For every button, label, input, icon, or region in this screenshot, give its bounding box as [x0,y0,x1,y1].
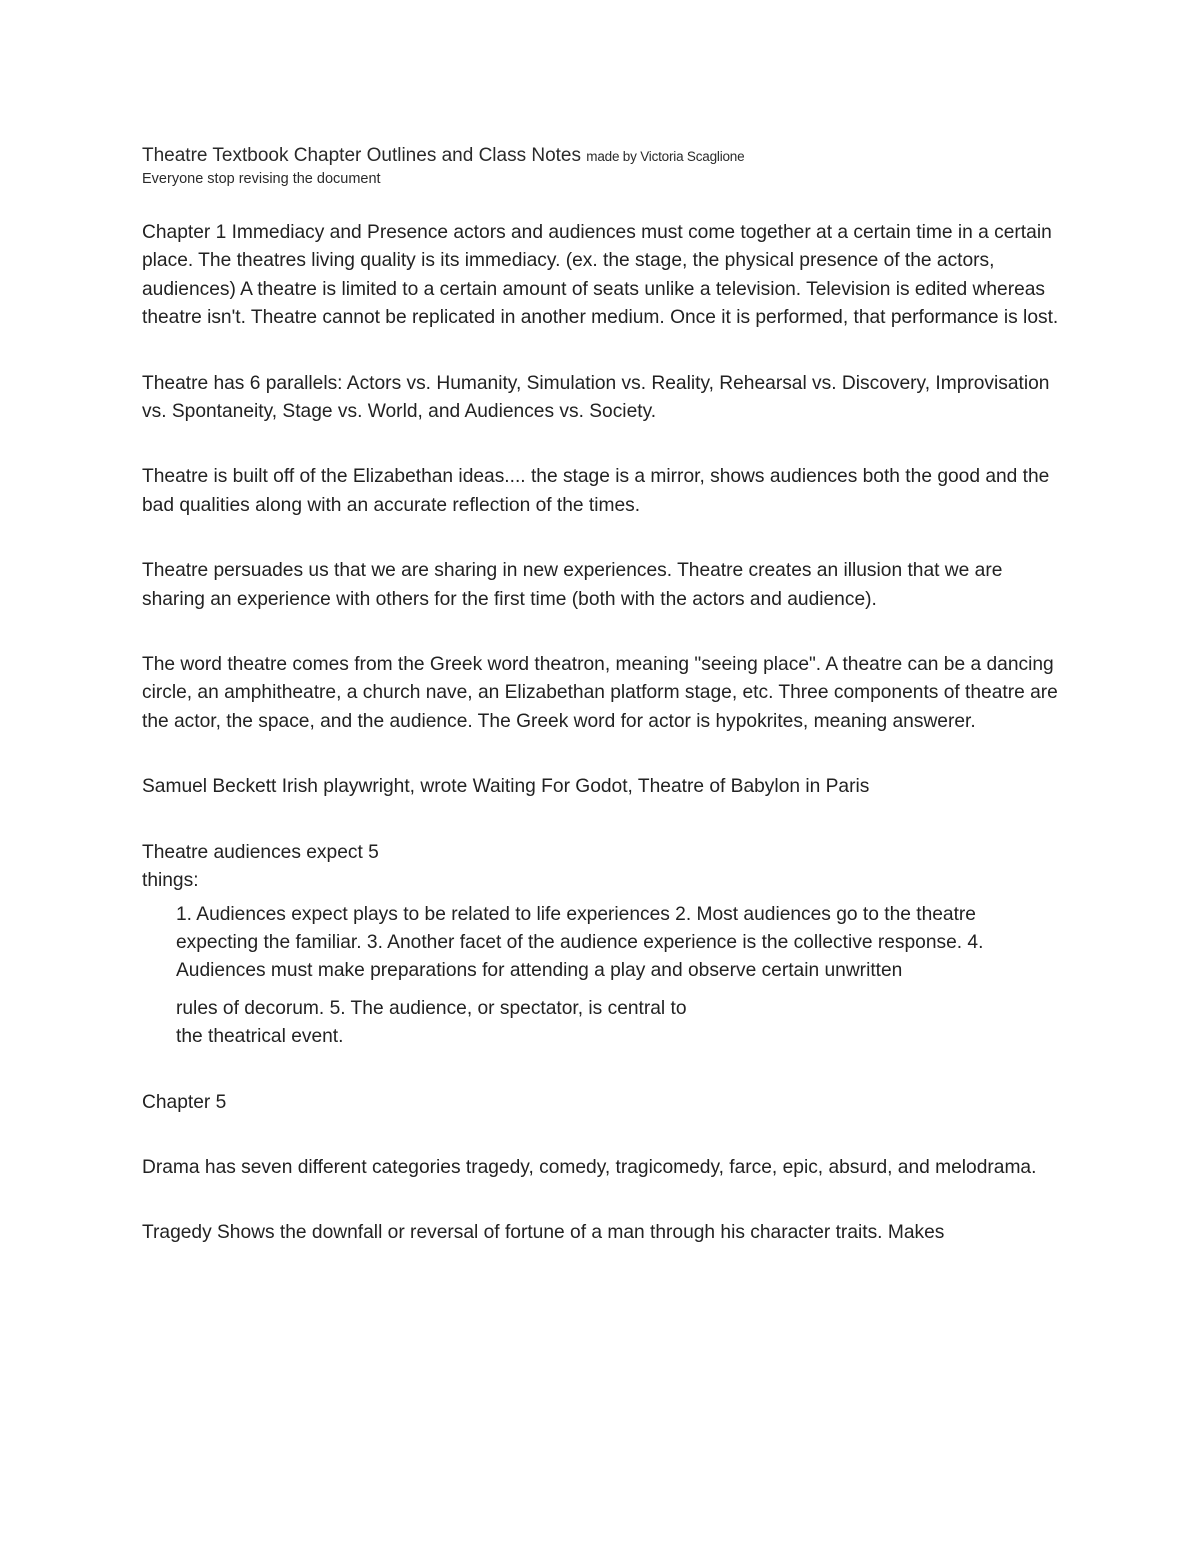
author-byline: made by Victoria Scaglione [586,149,745,164]
paragraph-elizabethan: Theatre is built off of the Elizabethan ideas.... the stage is a mirror, shows audiences both the good and the bad qualities along with an accurate reflection of the times. [142,466,1050,516]
document-body [142,144,1062,1285]
list-item [176,995,1062,1052]
paragraph-drama-categories: Drama has seven different categories tragedy, comedy, tragicomedy, farce, epic, absurd, and melodrama. [142,1156,1037,1178]
paragraph-experiences: Theatre persuades us that we are sharing in new experiences. Theatre creates an illusion that we are sharing an experience with others for the first time (both with the actors and audience). [142,560,1003,610]
expectations-intro [142,839,1062,896]
paragraph-beckett: Samuel Beckett Irish playwright, wrote Waiting For Godot, Theatre of Babylon in Paris [142,776,870,798]
list-item-line2: the theatrical event. [176,1026,344,1048]
paragraph-parallels: Theatre has 6 parallels: Actors vs. Humanity, Simulation vs. Reality, Rehearsal vs. Discovery, Improvisation vs. Spontaneity, Stage vs. World, and Audiences vs. Society. [142,372,1050,423]
expectations-list [176,901,1062,1052]
paragraph-chapter1: Chapter 1 Immediacy and Presence actors and audiences must come together at a certain time in a certain place. The theatres living quality is its immediacy. (ex. the stage, the physical presence of the actors, audiences) A theatre is limited to a certain amount of seats unlike a television. Television is edited whereas theatre isn't. Theatre cannot be replicated in another medium. Once it is performed, that performance is lost. [142,222,1059,329]
revision-notice: Everyone stop revising the document [142,171,381,187]
list-item: 1. Audiences expect plays to be related to life experiences 2. Most audiences go to the theatre expecting the familiar. 3. Another facet of the audience experience is the collective response. 4. Audiences must make preparations for attending a play and observe certain unwritten [176,903,984,982]
paragraph-theatron: The word theatre comes from the Greek word theatron, meaning "seeing place". A theatre can be a dancing circle, an amphitheatre, a church nave, an Elizabethan platform stage, etc. Three components of theatre are the actor, the space, and the audience. The Greek word for actor is hypokrites, meaning answerer. [142,654,1058,732]
chapter5-heading: Chapter 5 [142,1091,227,1113]
document-title: Theatre Textbook Chapter Outlines and Class Notes [142,145,581,166]
paragraph-tragedy: Tragedy Shows the downfall or reversal of fortune of a man through his character traits. Makes [142,1222,945,1244]
expectations-intro-line1: Theatre audiences expect 5 [142,841,379,863]
list-item-line1: rules of decorum. 5. The audience, or spectator, is central to [176,997,687,1019]
expectations-intro-line2: things: [142,870,199,892]
document-title-line [142,144,1062,169]
